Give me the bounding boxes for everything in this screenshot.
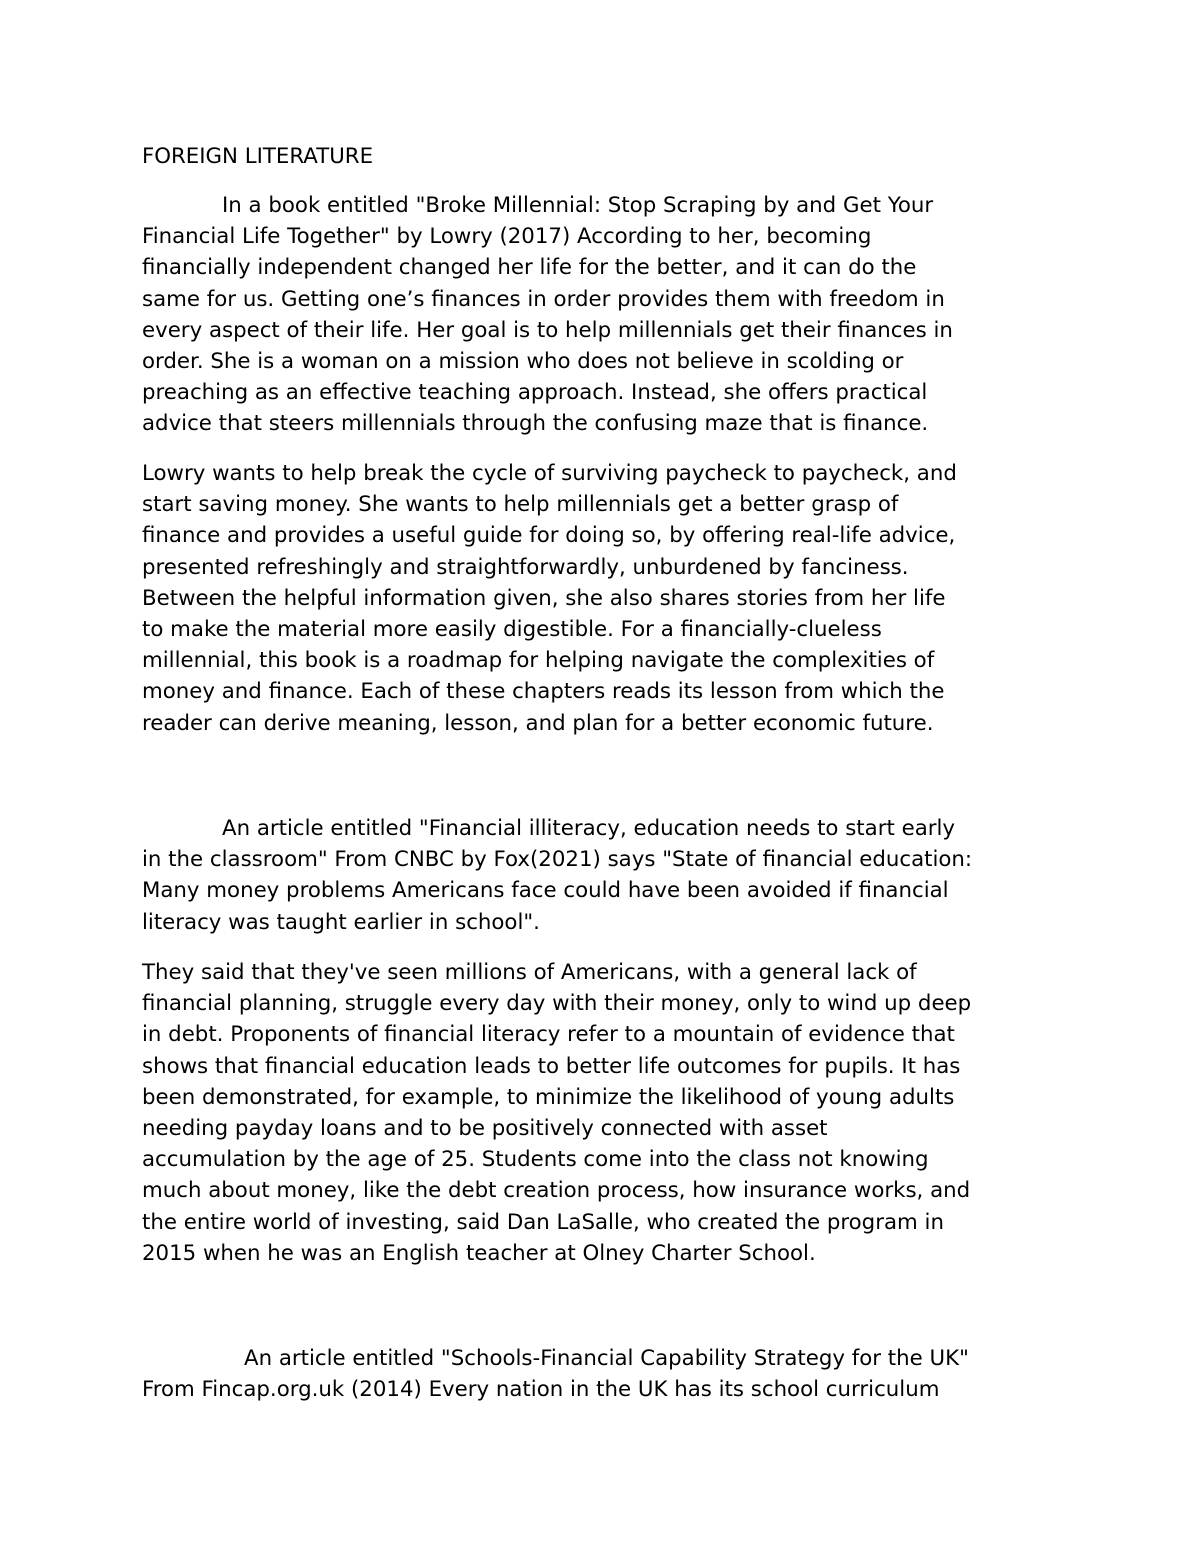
- paragraph-broke-millennial: In a book entitled "Broke Millennial: Stop Scraping by and Get Your Financial Life Together" by Lowry (2017) According to her, becoming financially independent changed her life for the better, and it can do the same for us. Getting one’s finances in order provides them with freedom in every aspect of their life. Her goal is to help millennials get their finances in order. She is a woman on a mission who does not believe in scolding or preaching as an effective teaching approach. Instead, she offers practical advice that steers millennials through the confusing maze that is finance.: [142, 193, 953, 437]
- page-title: FOREIGN LITERATURE: [142, 144, 374, 169]
- paragraph-cnbc-summary: They said that they've seen millions of Americans, with a general lack of financial planning, struggle every day with their money, only to wind up deep in debt. Proponents of financial literacy refer to a mountain of evidence that shows that financial education leads to better life outcomes for pupils. It has been demonstrated, for example, to minimize the likelihood of young adults needing payday loans and to be positively connected with asset accumulation by the age of 25. Students come into the class not knowing much about money, like the debt creation process, how insurance works, and the entire world of investing, said Dan LaSalle, who created the program in 2015 when he was an English teacher at Olney Charter School.: [142, 960, 972, 1266]
- paragraph-fincap-article: An article entitled "Schools-Financial Capability Strategy for the UK" From Fincap.org.uk (2014) Every nation in the UK has its school curriculum: [142, 1346, 969, 1403]
- paragraph-cnbc-article: An article entitled "Financial illiteracy, education needs to start early in the classroom" From CNBC by Fox(2021) says "State of financial education: Many money problems Americans face could have been avoided if financial literacy was taught earlier in school".: [142, 816, 973, 935]
- paragraph-lowry-summary: Lowry wants to help break the cycle of surviving paycheck to paycheck, and start saving money. She wants to help millennials get a better grasp of finance and provides a useful guide for doing so, by offering real-life advice, presented refreshingly and straightforwardly, unburdened by fanciness. Between the helpful information given, she also shares stories from her life to make the material more easily digestible. For a financially-clueless millennial, this book is a roadmap for helping navigate the complexities of money and finance. Each of these chapters reads its lesson from which the reader can derive meaning, lesson, and plan for a better economic future.: [142, 461, 957, 736]
